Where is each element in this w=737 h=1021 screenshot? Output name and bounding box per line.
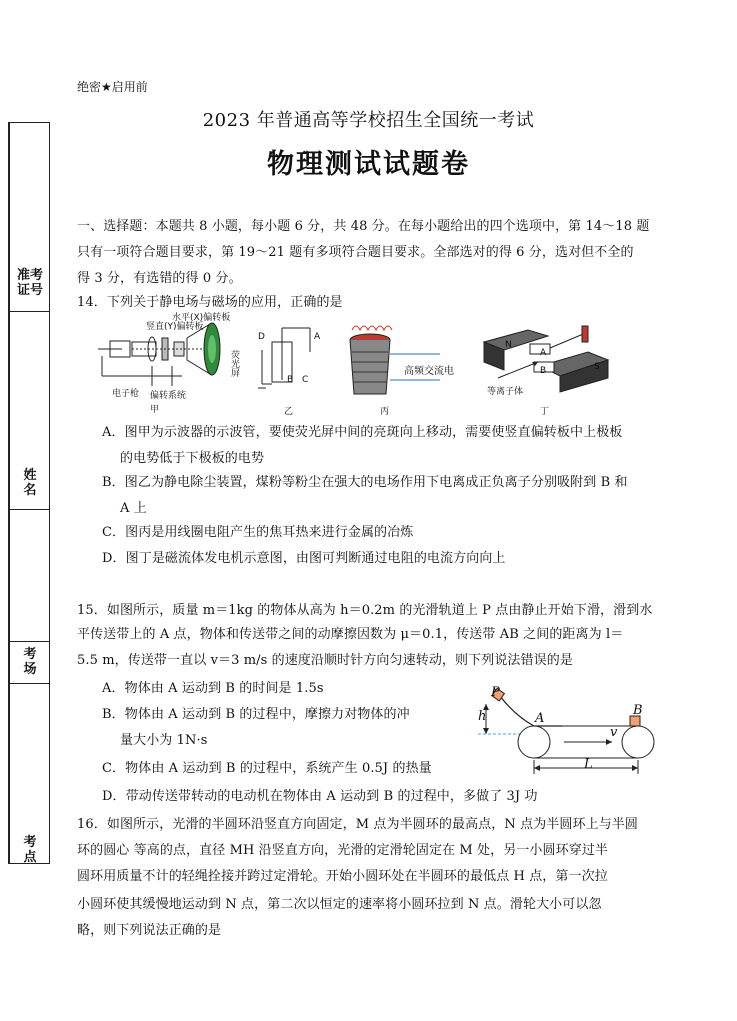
q14-option-b: B．图乙为静电除尘装置，煤粉等粉尘在强大的电场作用下电离成正负离子分别吸附到 B 和 <box>102 475 628 490</box>
q15-stem: 平传送带上的 A 点，物体和传送带之间的动摩擦因数为 μ＝0.1，传送带 AB 之间的距离为 l＝ <box>77 627 624 642</box>
electron-gun-label: 电子枪 <box>112 389 140 399</box>
precipitator-label-d: D <box>258 332 265 342</box>
confidential-note: 绝密★启用前 <box>77 80 148 94</box>
plasma-label: 等离子体 <box>487 387 524 397</box>
q15-stem: 15．如图所示，质量 m＝1kg 的物体从高为 h＝0.2m 的光滑轨道上 P 点由静止开始下滑，滑到水 <box>77 603 653 618</box>
q14-option-c: C．图丙是用线圈电阻产生的焦耳热来进行金属的冶炼 <box>102 525 414 540</box>
exam-number-label: 准考 证号 <box>16 268 43 298</box>
binding-divider <box>10 641 49 642</box>
exam-title: 2023 年普通高等学校招生全国统一考试 <box>202 110 535 131</box>
mhd-label-b: B <box>540 366 547 376</box>
conveyor-label-a: A <box>535 711 545 726</box>
q16-stem: 圆环用质量不计的轻绳拴接并跨过定滑轮。开始小圆环处在半圆环的最低点 H 点，第一次拉 <box>77 869 608 884</box>
binding-divider <box>10 683 49 684</box>
precipitator-label-c: C <box>302 375 309 385</box>
q15-option-d: D．带动传送带转动的电动机在物体由 A 运动到 B 的过程中，多做了 3J 功 <box>102 789 538 804</box>
binding-divider <box>10 311 49 312</box>
q14-option-a: A．图甲为示波器的示波管，要使荧光屏中间的亮斑向上移动，需要使竖直偏转板中上极板 <box>102 425 623 440</box>
deflection-system-label: 偏转系统 <box>150 391 187 401</box>
section-intro-line: 只有一项符合题目要求，第 19～21 题有多项符合题目要求。全部选对的得 6 分，选对但不全的 <box>77 245 634 260</box>
figure-induction-furnace <box>340 316 450 400</box>
conveyor-label-b: B <box>633 703 643 718</box>
q15-option-b-cont: 量大小为 1N·s <box>120 733 208 748</box>
mhd-label-n: N <box>505 340 512 350</box>
vertical-plate-label: 竖直(Y)偏转板 <box>146 322 204 332</box>
figure-caption-jia: 甲 <box>150 405 160 415</box>
precipitator-label-b: B <box>287 375 294 385</box>
conveyor-label-h: h <box>478 709 487 724</box>
conveyor-label-l: L <box>584 757 593 772</box>
figure-caption-bing: 丙 <box>380 407 390 417</box>
screen-label: 荧光屏 <box>229 350 239 377</box>
paper-title: 物理测试试题卷 <box>267 149 470 180</box>
mhd-label-a: A <box>540 348 547 358</box>
figure-caption-yi: 乙 <box>284 407 294 417</box>
name-label: 姓 名 <box>23 468 37 498</box>
q14-stem: 14．下列关于静电场与磁场的应用，正确的是 <box>77 295 343 310</box>
conveyor-label-v: v <box>610 725 618 740</box>
q16-stem: 小圆环使其缓慢地运动到 N 点，第二次以恒定的速率将小圆环拉到 N 点。滑轮大小可以忽 <box>77 897 602 912</box>
q14-option-b-cont: A 上 <box>120 501 147 516</box>
conveyor-label-p: P <box>491 685 500 700</box>
exam-room-label: 考 场 <box>23 647 37 677</box>
q15-stem: 5.5 m，传送带一直以 v＝3 m/s 的速度沿顺时针方向匀速转动，则下列说法错误的是 <box>77 653 573 668</box>
precipitator-label-a: A <box>314 332 321 342</box>
exam-site-label: 考 点 <box>23 835 37 865</box>
high-frequency-ac-label: 高频交流电 <box>404 366 454 377</box>
figure-conveyor-belt <box>472 684 664 784</box>
figure-caption-ding: 丁 <box>540 407 550 417</box>
q15-option-b: B．物体由 A 运动到 B 的过程中，摩擦力对物体的冲 <box>102 707 410 722</box>
q16-stem: 16．如图所示，光滑的半圆环沿竖直方向固定，M 点为半圆环的最高点，N 点为半圆环上与半圆 <box>77 817 638 832</box>
section-intro-line: 得 3 分，有选错的得 0 分。 <box>77 271 242 286</box>
binding-divider <box>10 509 49 510</box>
q15-option-c: C．物体由 A 运动到 B 的过程中，系统产生 0.5J 的热量 <box>102 761 432 776</box>
q16-stem: 略，则下列说法正确的是 <box>77 923 222 938</box>
q15-option-a: A．物体由 A 运动到 B 的时间是 1.5s <box>102 681 324 696</box>
q16-stem: 环的圆心 等高的点，直径 MH 沿竖直方向，光滑的定滑轮固定在 M 处，另一小圆环穿过半 <box>77 843 609 858</box>
mhd-label-s: S <box>594 362 600 372</box>
section-intro-line: 一、选择题：本题共 8 小题，每小题 6 分，共 48 分。在每小题给出的四个选项中，第 14～18 题 <box>77 219 650 234</box>
q14-option-a-cont: 的电势低于下极板的电势 <box>120 451 265 466</box>
binding-column <box>8 122 50 864</box>
horizontal-plate-label: 水平(X)偏转板 <box>172 313 231 323</box>
q14-option-d: D．图丁是磁流体发电机示意图，由图可判断通过电阻的电流方向向上 <box>102 551 506 566</box>
